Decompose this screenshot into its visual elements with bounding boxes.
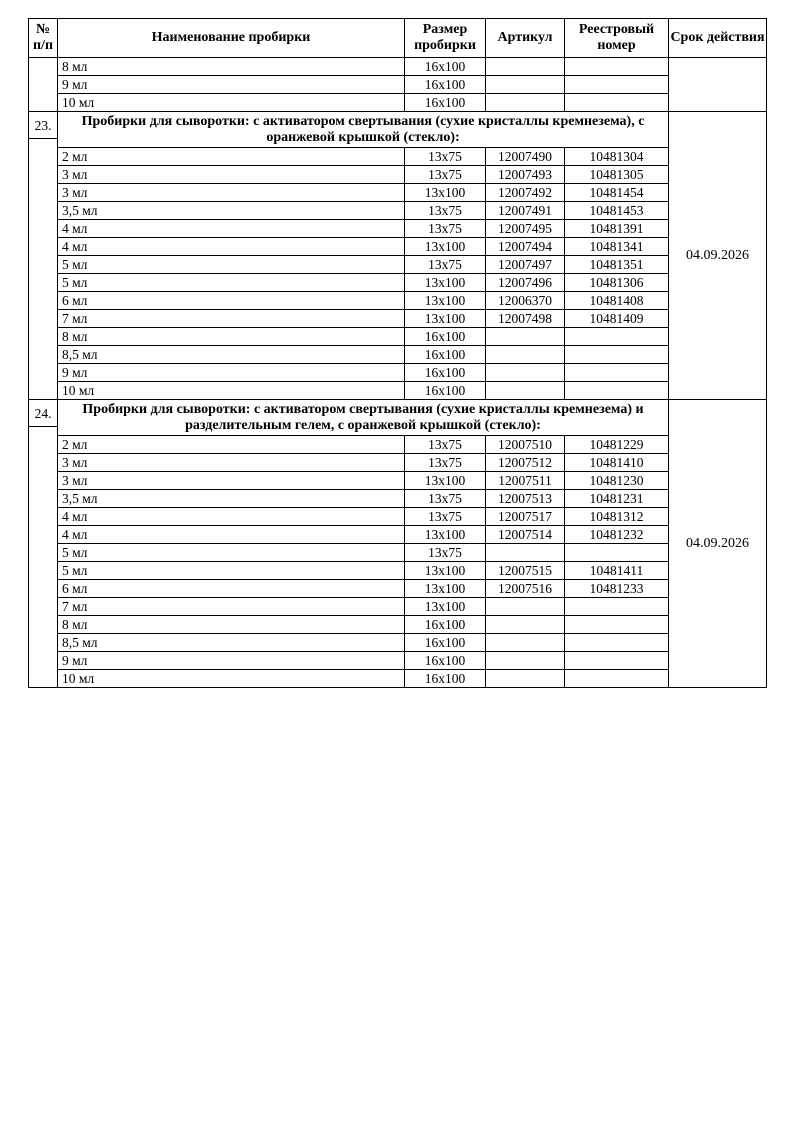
article-cell	[486, 634, 565, 652]
table-row	[29, 202, 767, 220]
table-row	[29, 526, 767, 544]
registry-number-cell: 10481233	[565, 580, 669, 598]
registry-number-cell: 10481351	[565, 256, 669, 274]
article-cell: 12007495	[486, 220, 565, 238]
product-name-cell: 2 мл	[58, 148, 405, 166]
article-cell: 12007498	[486, 310, 565, 328]
article-cell: 12007493	[486, 166, 565, 184]
product-name-cell: 9 мл	[58, 652, 405, 670]
product-name-cell: 10 мл	[58, 670, 405, 688]
tube-size-cell: 13x100	[405, 526, 486, 544]
column-header-size: Размер пробирки	[405, 19, 486, 58]
registry-number-cell: 10481312	[565, 508, 669, 526]
registry-number-cell	[565, 328, 669, 346]
article-cell: 12007492	[486, 184, 565, 202]
product-name-cell: 2 мл	[58, 436, 405, 454]
tubes-registry-table	[28, 18, 767, 688]
registry-number-cell	[565, 58, 669, 76]
section-title-cell: Пробирки для сыворотки: с активатором свертывания (сухие кристаллы кремнезема) и разделительным гелем, с оранжевой крышкой (стекло):	[58, 400, 669, 436]
tube-size-cell: 13x100	[405, 562, 486, 580]
product-name-cell: 4 мл	[58, 238, 405, 256]
tube-size-cell: 13x75	[405, 544, 486, 562]
product-name-cell: 5 мл	[58, 544, 405, 562]
tube-size-cell: 13x100	[405, 292, 486, 310]
registry-number-cell: 10481409	[565, 310, 669, 328]
tube-size-cell: 13x75	[405, 436, 486, 454]
registry-number-cell: 10481341	[565, 238, 669, 256]
product-name-cell: 3 мл	[58, 454, 405, 472]
product-name-cell: 8 мл	[58, 328, 405, 346]
article-cell: 12007494	[486, 238, 565, 256]
tube-size-cell: 16x100	[405, 328, 486, 346]
tube-size-cell: 16x100	[405, 346, 486, 364]
table-row	[29, 310, 767, 328]
registry-number-cell: 10481305	[565, 166, 669, 184]
product-name-cell: 8,5 мл	[58, 346, 405, 364]
product-name-cell: 9 мл	[58, 76, 405, 94]
section-number: 24.	[29, 400, 57, 427]
product-name-cell: 4 мл	[58, 526, 405, 544]
registry-number-cell	[565, 616, 669, 634]
article-cell: 12007516	[486, 580, 565, 598]
product-name-cell: 5 мл	[58, 562, 405, 580]
registry-number-cell	[565, 670, 669, 688]
tube-size-cell: 13x100	[405, 274, 486, 292]
tube-size-cell: 13x100	[405, 310, 486, 328]
section-number-cell	[29, 58, 58, 112]
table-row	[29, 346, 767, 364]
column-header-validity: Срок действия	[669, 19, 767, 58]
column-header-name: Наименование пробирки	[58, 19, 405, 58]
column-header-registry: Реестровый номер	[565, 19, 669, 58]
registry-number-cell: 10481411	[565, 562, 669, 580]
article-cell	[486, 670, 565, 688]
article-cell: 12007515	[486, 562, 565, 580]
registry-number-cell	[565, 634, 669, 652]
product-name-cell: 4 мл	[58, 220, 405, 238]
section-title-cell: Пробирки для сыворотки: с активатором свертывания (сухие кристаллы кремнезема), с оранжевой крышкой (стекло):	[58, 112, 669, 148]
table-row	[29, 364, 767, 382]
section-number-cell	[29, 400, 58, 688]
product-name-cell: 5 мл	[58, 256, 405, 274]
table-row	[29, 184, 767, 202]
table-row	[29, 166, 767, 184]
tube-size-cell: 13x100	[405, 472, 486, 490]
article-cell: 12007512	[486, 454, 565, 472]
tube-size-cell: 13x75	[405, 148, 486, 166]
article-cell	[486, 598, 565, 616]
column-header-article: Артикул	[486, 19, 565, 58]
table-row	[29, 670, 767, 688]
tube-size-cell: 16x100	[405, 670, 486, 688]
table-body	[29, 58, 767, 688]
article-cell	[486, 76, 565, 94]
article-cell: 12007510	[486, 436, 565, 454]
registry-number-cell	[565, 382, 669, 400]
table-row	[29, 580, 767, 598]
registry-number-cell: 10481454	[565, 184, 669, 202]
section-number-cell	[29, 112, 58, 400]
article-cell: 12007511	[486, 472, 565, 490]
table-row	[29, 652, 767, 670]
product-name-cell: 8,5 мл	[58, 634, 405, 652]
tube-size-cell: 16x100	[405, 364, 486, 382]
table-row	[29, 274, 767, 292]
table-row	[29, 58, 767, 76]
validity-date-cell: 04.09.2026	[669, 400, 767, 688]
product-name-cell: 7 мл	[58, 310, 405, 328]
registry-number-cell: 10481229	[565, 436, 669, 454]
article-cell: 12006370	[486, 292, 565, 310]
article-cell	[486, 58, 565, 76]
column-header-number: № п/п	[29, 19, 58, 58]
table-row	[29, 490, 767, 508]
tube-size-cell: 13x100	[405, 238, 486, 256]
article-cell: 12007514	[486, 526, 565, 544]
article-cell: 12007517	[486, 508, 565, 526]
table-row	[29, 634, 767, 652]
registry-number-cell: 10481304	[565, 148, 669, 166]
tube-size-cell: 16x100	[405, 58, 486, 76]
tube-size-cell: 13x75	[405, 256, 486, 274]
article-cell	[486, 94, 565, 112]
product-name-cell: 3 мл	[58, 184, 405, 202]
tube-size-cell: 16x100	[405, 616, 486, 634]
product-name-cell: 8 мл	[58, 58, 405, 76]
registry-number-cell: 10481408	[565, 292, 669, 310]
table-row	[29, 148, 767, 166]
registry-number-cell	[565, 544, 669, 562]
product-name-cell: 9 мл	[58, 364, 405, 382]
product-name-cell: 7 мл	[58, 598, 405, 616]
article-cell	[486, 328, 565, 346]
tube-size-cell: 16x100	[405, 76, 486, 94]
table-row	[29, 544, 767, 562]
tube-size-cell: 13x75	[405, 202, 486, 220]
tube-size-cell: 16x100	[405, 94, 486, 112]
article-cell	[486, 616, 565, 634]
article-cell	[486, 652, 565, 670]
header-row	[29, 19, 767, 58]
registry-number-cell	[565, 346, 669, 364]
table-row	[29, 382, 767, 400]
registry-number-cell	[565, 94, 669, 112]
tube-size-cell: 13x100	[405, 598, 486, 616]
registry-number-cell	[565, 364, 669, 382]
product-name-cell: 3,5 мл	[58, 202, 405, 220]
article-cell	[486, 346, 565, 364]
tube-size-cell: 16x100	[405, 382, 486, 400]
registry-number-cell: 10481453	[565, 202, 669, 220]
tube-size-cell: 13x100	[405, 580, 486, 598]
product-name-cell: 3,5 мл	[58, 490, 405, 508]
tube-size-cell: 16x100	[405, 652, 486, 670]
table-row	[29, 508, 767, 526]
table-row	[29, 220, 767, 238]
table-row	[29, 238, 767, 256]
tube-size-cell: 13x100	[405, 184, 486, 202]
tube-size-cell: 13x75	[405, 508, 486, 526]
product-name-cell: 6 мл	[58, 580, 405, 598]
article-cell: 12007497	[486, 256, 565, 274]
section-header-row	[29, 112, 767, 148]
article-cell: 12007490	[486, 148, 565, 166]
section-header-row	[29, 400, 767, 436]
validity-date-cell	[669, 58, 767, 112]
registry-number-cell: 10481410	[565, 454, 669, 472]
article-cell	[486, 544, 565, 562]
validity-date-cell: 04.09.2026	[669, 112, 767, 400]
tube-size-cell: 13x75	[405, 490, 486, 508]
product-name-cell: 10 мл	[58, 382, 405, 400]
registry-number-cell	[565, 652, 669, 670]
registry-number-cell: 10481232	[565, 526, 669, 544]
section-number: 23.	[29, 112, 57, 139]
product-name-cell: 8 мл	[58, 616, 405, 634]
tube-size-cell: 13x75	[405, 166, 486, 184]
registry-number-cell: 10481231	[565, 490, 669, 508]
product-name-cell: 6 мл	[58, 292, 405, 310]
table-row	[29, 454, 767, 472]
article-cell	[486, 382, 565, 400]
registry-number-cell: 10481306	[565, 274, 669, 292]
article-cell: 12007496	[486, 274, 565, 292]
article-cell	[486, 364, 565, 382]
registry-number-cell: 10481230	[565, 472, 669, 490]
table-row	[29, 616, 767, 634]
product-name-cell: 3 мл	[58, 166, 405, 184]
article-cell: 12007491	[486, 202, 565, 220]
product-name-cell: 5 мл	[58, 274, 405, 292]
table-row	[29, 94, 767, 112]
article-cell: 12007513	[486, 490, 565, 508]
table-row	[29, 256, 767, 274]
table-row	[29, 328, 767, 346]
table-row	[29, 76, 767, 94]
table-row	[29, 598, 767, 616]
registry-number-cell	[565, 76, 669, 94]
product-name-cell: 4 мл	[58, 508, 405, 526]
product-name-cell: 3 мл	[58, 472, 405, 490]
registry-number-cell: 10481391	[565, 220, 669, 238]
tube-size-cell: 16x100	[405, 634, 486, 652]
table-row	[29, 436, 767, 454]
tube-size-cell: 13x75	[405, 220, 486, 238]
product-name-cell: 10 мл	[58, 94, 405, 112]
registry-number-cell	[565, 598, 669, 616]
tube-size-cell: 13x75	[405, 454, 486, 472]
table-row	[29, 472, 767, 490]
table-row	[29, 292, 767, 310]
table-row	[29, 562, 767, 580]
